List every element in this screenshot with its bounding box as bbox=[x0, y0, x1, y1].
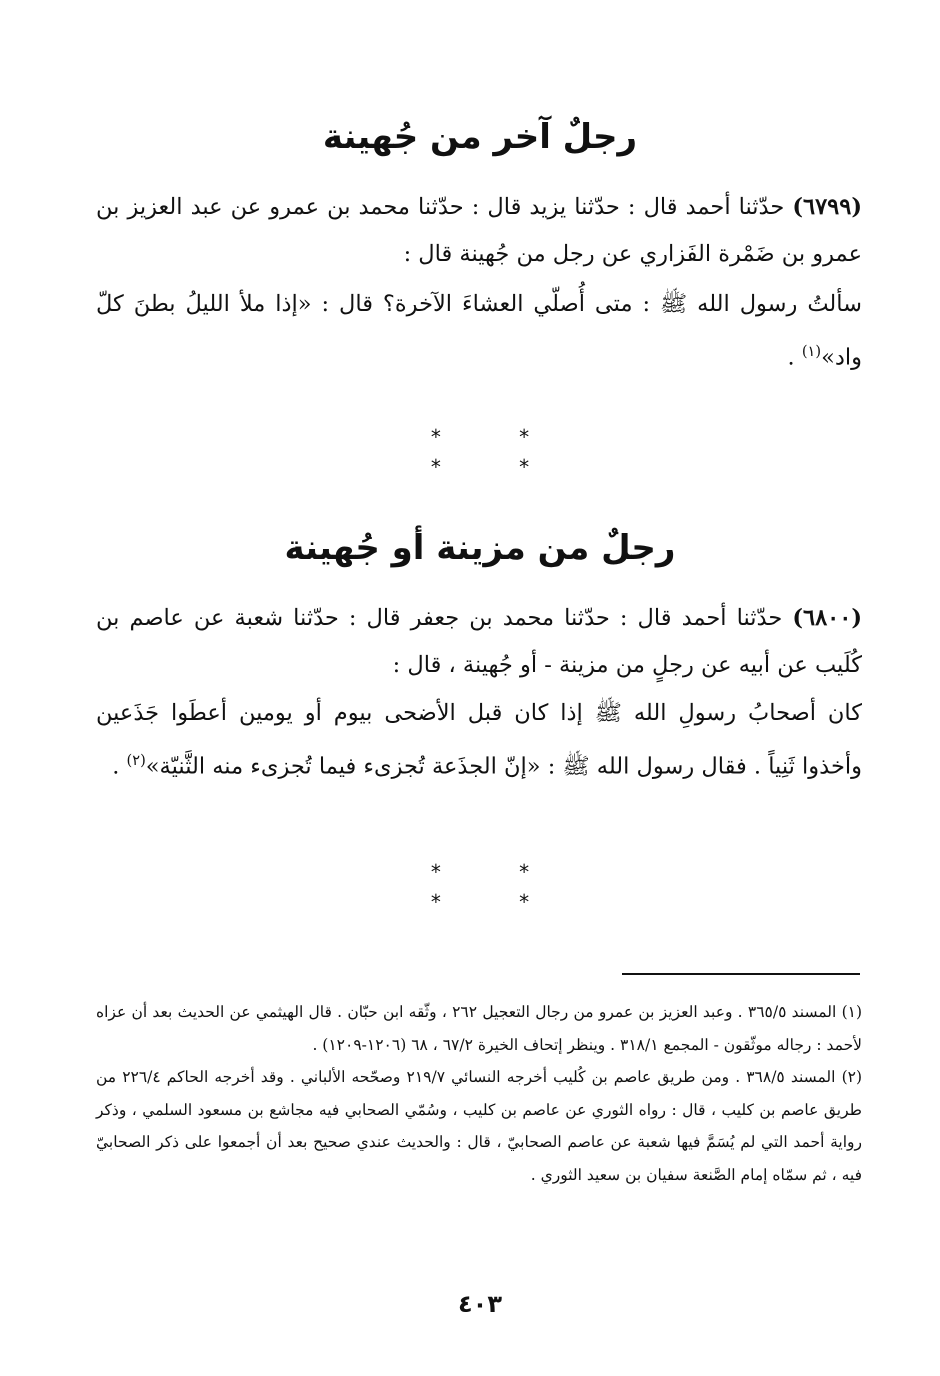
hadith-matn bbox=[96, 690, 862, 791]
footnote bbox=[96, 1061, 862, 1191]
footnote-marker: (١) bbox=[841, 1003, 863, 1021]
footnote-marker: (٢) bbox=[841, 1068, 863, 1086]
hadith-matn bbox=[96, 281, 862, 382]
footnote-ref: (٢) bbox=[126, 752, 146, 769]
isnad-text: حدّثنا أحمد قال : حدّثنا يزيد قال : حدّثنا محمد بن عمرو عن عبد العزيز بن عمرو بن ضَمْرة الفَزاري عن رجل من جُهينة قال : bbox=[96, 194, 862, 267]
footnote-text: المسند ٣٦٨/٥ . ومن طريق عاصم بن كُليب أخرجه النسائي ٢١٩/٧ وصحّحه الألباني . وقد أخرجه الحاكم ٢٢٦/٤ من طريق عاصم بن كليب ، قال : رواه الثوري عن عاصم بن كليب ، وسُمّي الصحابي فيه مجاشع بن مسعود السلمي ، وذكر رواية أحمد التي لم يُسَمَّ فيها شعبة عن عاصم الصحابيّ ، قال : والحديث عندي صحيح بعد أن أجمعوا على ذكر الصحابيّ فيه ، ثم سمّاه إمام الصَّنعة سفيان بن سعيد الثوري . bbox=[96, 1068, 862, 1184]
page-number: ٤٠٣ bbox=[458, 1290, 502, 1318]
matn-end: . bbox=[112, 753, 127, 780]
footnote bbox=[96, 996, 862, 1061]
hadith-number: (٦٨٠٠) bbox=[792, 605, 863, 631]
matn-end: . bbox=[787, 344, 802, 371]
matn-text: سألتُ رسول الله ﷺ : متى أُصلّي العشاءَ الآخرة؟ قال : «إذا ملأ الليلُ بطنَ كلّ واد» bbox=[96, 291, 862, 371]
hadith-isnad bbox=[96, 595, 862, 689]
matn-text: كان أصحابُ رسولِ الله ﷺ إذا كان قبل الأضحى بيوم أو يومين أعطَوا جَذَعين وأخذوا ثَنِياً . فقال رسول الله ﷺ : «إنّ الجذَعة تُجزىء فيما تُجزىء منه الثَّنيّة» bbox=[96, 700, 862, 780]
footnote-divider bbox=[622, 973, 860, 975]
footnotes bbox=[96, 996, 862, 1191]
section-separator: * * * * bbox=[430, 425, 566, 479]
section-title: رجلٌ من مزينة أو جُهينة bbox=[284, 528, 676, 568]
footnote-text: المسند ٣٦٥/٥ . وعبد العزيز بن عمرو من رجال التعجيل ٢٦٢ ، وثّقه ابن حبّان . قال الهيثمي عن الحديث بعد أن عزاه لأحمد : رجاله موثّقون - المجمع ٣١٨/١ . وينظر إتحاف الخيرة ٦٧/٢ ، ٦٨ (١٢٠٦-١٢٠٩) . bbox=[96, 1003, 862, 1054]
hadith-number: (٦٧٩٩) bbox=[792, 194, 863, 220]
section-separator: * * * * bbox=[430, 860, 566, 914]
hadith-isnad bbox=[96, 184, 862, 278]
isnad-text: حدّثنا أحمد قال : حدّثنا محمد بن جعفر قال : حدّثنا شعبة عن عاصم بن كُلَيب عن أبيه عن رجلٍ من مزينة - أو جُهينة ، قال : bbox=[96, 605, 862, 678]
footnote-ref: (١) bbox=[801, 343, 822, 360]
section-title: رجلٌ آخر من جُهينة bbox=[322, 117, 638, 157]
